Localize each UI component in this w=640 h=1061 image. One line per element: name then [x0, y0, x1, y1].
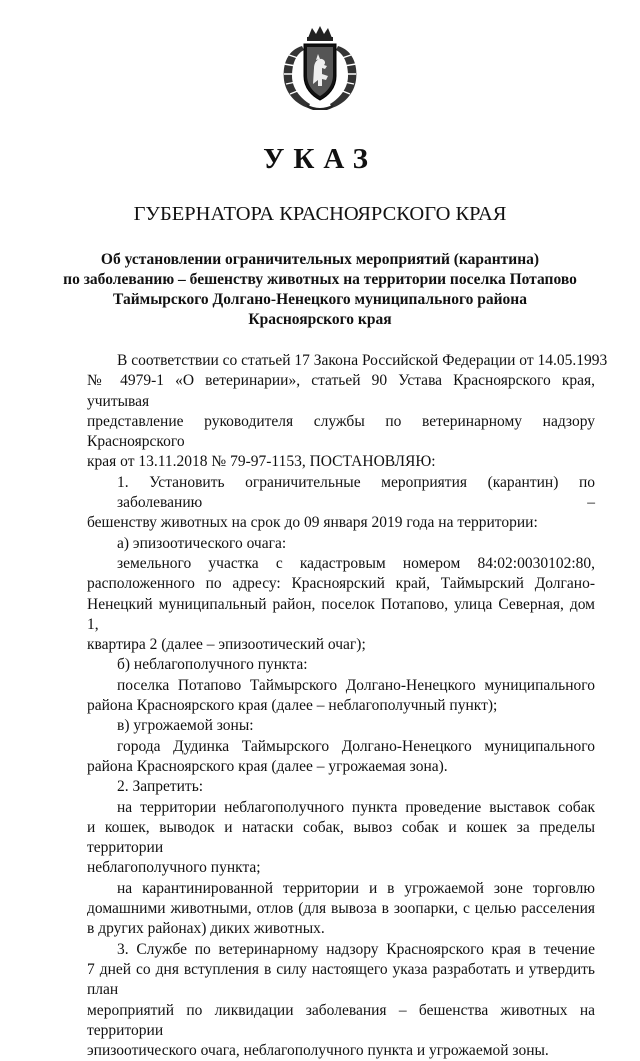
body-line: № 4979-1 «О ветеринарии», статьей 90 Устава Красноярского края, учитывая [87, 372, 595, 410]
document-body [87, 351, 608, 1061]
heading-line: Об установлении ограничительных мероприятий (карантина) [100, 251, 540, 268]
body-line: на карантинированной территории и в угрожаемой зоне торговлю [117, 879, 595, 897]
body-line: домашними животными, отлов (для вывоза в зоопарки, с целью расселения [87, 900, 595, 918]
body-line: квартира 2 (далее – эпизоотический очаг); [87, 636, 366, 654]
body-line: поселка Потапово Таймырского Долгано-Ненецкого муниципального [117, 676, 595, 694]
body-line: на территории неблагополучного пункта проведение выставок собак [117, 798, 595, 816]
document-title: УКАЗ [263, 143, 377, 175]
document-subtitle: ГУБЕРНАТОРА КРАСНОЯРСКОГО КРАЯ [133, 203, 507, 225]
body-line: эпизоотического очага, неблагополучного пункта и угрожаемой зоны. [87, 1042, 549, 1060]
body-line: края от 13.11.2018 № 79-97-1153, ПОСТАНОВЛЯЮ: [87, 453, 436, 471]
body-line: расположенного по адресу: Красноярский край, Таймырский Долгано- [87, 575, 595, 593]
document-heading [40, 250, 600, 330]
body-line: Ненецкий муниципальный район, поселок Потапово, улица Северная, дом 1, [87, 595, 595, 633]
body-line: и кошек, выводок и натаски собак, вывоз собак и кошек за пределы территории [87, 818, 595, 857]
body-line: представление руководителя службы по ветеринарному надзору Красноярского [87, 412, 595, 451]
body-line: неблагополучного пункта; [87, 859, 261, 877]
body-line: мероприятий по ликвидации заболевания – бешенства животных на территории [87, 1001, 595, 1039]
body-line: а) эпизоотического очага: [117, 534, 287, 552]
body-line: 2. Запретить: [117, 778, 204, 796]
body-line: в других районах) диких животных. [87, 920, 325, 938]
heading-line: Таймырского Долгано-Ненецкого муниципального района [113, 291, 527, 308]
body-line: 7 дней со дня вступления в силу настоящего указа разработать и утвердить план [87, 960, 595, 999]
body-line: бешенству животных на срок до 09 января 2019 года на территории: [87, 514, 538, 532]
body-line: города Дудинка Таймырского Долгано-Ненецкого муниципального [117, 737, 595, 755]
body-line: 3. Службе по ветеринарному надзору Красноярского края в течение [117, 940, 595, 958]
body-line: района Красноярского края (далее – угрожаемая зона). [87, 757, 448, 775]
body-line: б) неблагополучного пункта: [117, 656, 308, 674]
body-line: в) угрожаемой зоны: [117, 717, 254, 735]
heading-line: Красноярского края [248, 311, 392, 328]
body-line: земельного участка с кадастровым номером 84:02:0030102:80, [117, 554, 595, 572]
body-line: района Красноярского края (далее – неблагополучный пункт); [87, 697, 498, 715]
body-line: 1. Установить ограничительные мероприятия (карантин) по заболеванию – [117, 473, 595, 512]
body-line: В соответствии со статьей 17 Закона Российской Федерации от 14.05.1993 [117, 352, 608, 369]
heading-line: по заболеванию – бешенству животных на территории поселка Потапово [63, 271, 577, 288]
krasnoyarsk-coat-of-arms-icon [278, 24, 362, 110]
